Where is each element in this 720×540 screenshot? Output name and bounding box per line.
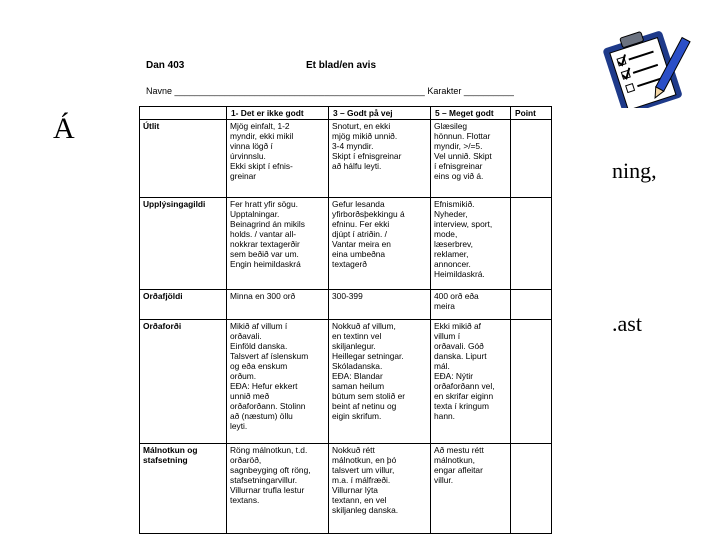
rubric-header-level-3: 3 – Godt på vej — [329, 107, 431, 120]
cell-line: Einföld danska. — [230, 341, 288, 351]
level-cell-c5 — [431, 198, 511, 290]
cell-line: Ekki skipt í efnis- — [230, 161, 293, 171]
cell-line: Villurnar lýta — [332, 485, 378, 495]
cell-line: Fer hratt yfir sögu. — [230, 199, 298, 209]
cell-line: Mikið af villum í — [230, 321, 288, 331]
cell-line: texta í kringum — [434, 401, 489, 411]
level-cell-c5 — [431, 120, 511, 198]
cell-line: villur. — [434, 475, 454, 485]
cell-line: orðaforðann vel, — [434, 381, 495, 391]
cell-line: Heimildaskrá. — [434, 269, 485, 279]
cell-line: Upptalningar. — [230, 209, 280, 219]
table-row — [140, 120, 552, 198]
cell-line: Talsvert af íslenskum — [230, 351, 309, 361]
cell-line: orðavali. Góð — [434, 341, 484, 351]
rubric-header-row — [140, 107, 552, 120]
cell-line: en skrifar eiginn — [434, 391, 494, 401]
cell-line: greinar — [230, 171, 257, 181]
level-cell-c1 — [227, 290, 329, 320]
cell-line: orðaröð, — [230, 455, 262, 465]
cell-line: textans. — [230, 495, 260, 505]
rubric-table — [139, 106, 552, 534]
cell-line: efninu. Fer ekki — [332, 219, 390, 229]
level-cell-c5 — [431, 320, 511, 444]
cell-line: EÐA: Hefur ekkert — [230, 381, 298, 391]
table-row — [140, 444, 552, 534]
cell-line: Gefur lesanda — [332, 199, 385, 209]
document-title: Et blad/en avis — [306, 60, 377, 71]
cell-line: 3-4 myndir. — [332, 141, 374, 151]
point-cell[interactable] — [511, 444, 552, 534]
criterion-cell: Orðaforði — [140, 320, 227, 444]
level-cell-c3 — [329, 320, 431, 444]
level-cell-c5 — [431, 290, 511, 320]
cell-line: Vantar meira en — [332, 239, 391, 249]
cell-line: Nokkuð af villum, — [332, 321, 396, 331]
criterion-cell: Orðafjöldi — [140, 290, 227, 320]
cell-line: eigin skrifum. — [332, 411, 382, 421]
cell-line: Skóladanska. — [332, 361, 383, 371]
level-cell-c1 — [227, 120, 329, 198]
criterion-cell: Upplýsingagildi — [140, 198, 227, 290]
level-cell-c1 — [227, 444, 329, 534]
cell-line: Vel unnið. Skipt — [434, 151, 492, 161]
grade-underline: __________ — [463, 86, 514, 96]
cell-line: Villurnar trufla lestur — [230, 485, 305, 495]
cell-line: hann. — [434, 411, 455, 421]
cell-line: málnotkun, — [434, 455, 475, 465]
cell-line: EÐA: Nýtir — [434, 371, 474, 381]
cell-line: að (næstum) öllu — [230, 411, 293, 421]
rubric-header-point: Point — [511, 107, 552, 120]
point-cell[interactable] — [511, 320, 552, 444]
rubric-header-level-5: 5 – Meget godt — [431, 107, 511, 120]
name-underline: __________________________________________________ — [174, 86, 425, 96]
cell-line: EÐA: Blandar — [332, 371, 383, 381]
cell-line: orðavali. — [230, 331, 262, 341]
cell-line: Efnismikið. — [434, 199, 475, 209]
cell-line: vinna lögð í — [230, 141, 273, 151]
clipboard-checklist-icon — [588, 22, 706, 108]
cell-line: Nyheder, — [434, 209, 468, 219]
level-cell-c3 — [329, 120, 431, 198]
cell-line: sem beðið var um. — [230, 249, 299, 259]
table-row — [140, 290, 552, 320]
cell-line: annoncer. — [434, 259, 471, 269]
cell-line: Snoturt, en ekki — [332, 121, 391, 131]
cell-line: en textinn vel — [332, 331, 382, 341]
cell-line: sagnbeyging oft röng, — [230, 465, 311, 475]
cell-line: textann, en vel — [332, 495, 387, 505]
cell-line: yfirborðsþekkingu á — [332, 209, 405, 219]
criterion-cell: Málnotkun og stafsetning — [140, 444, 227, 534]
cell-line: djúpt í atriðin. / — [332, 229, 387, 239]
point-cell[interactable] — [511, 290, 552, 320]
cell-line: Skipt í efnisgreinar — [332, 151, 402, 161]
level-cell-c3 — [329, 444, 431, 534]
table-row — [140, 198, 552, 290]
overlay-left-char: Á — [53, 112, 75, 145]
cell-line: í efnisgreinar — [434, 161, 483, 171]
cell-line: eina umbeðna — [332, 249, 386, 259]
grade-label: Karakter — [427, 86, 462, 96]
level-cell-c3 — [329, 198, 431, 290]
cell-line: myndir, >/=5. — [434, 141, 483, 151]
level-cell-c1 — [227, 320, 329, 444]
cell-line: Beinagrind án mikils — [230, 219, 305, 229]
point-cell[interactable] — [511, 120, 552, 198]
cell-line: Engin heimildaskrá — [230, 259, 301, 269]
cell-line: Röng málnotkun, t.d. — [230, 445, 308, 455]
cell-line: orðum. — [230, 371, 257, 381]
name-grade-line — [146, 86, 514, 96]
cell-line: 400 orð eða — [434, 291, 479, 301]
cell-line: skiljanleg danska. — [332, 505, 399, 515]
cell-line: 300-399 — [332, 291, 363, 301]
cell-line: og eða enskum — [230, 361, 288, 371]
cell-line: Glæsileg — [434, 121, 468, 131]
rubric-header-level-1: 1- Det er ikke godt — [227, 107, 329, 120]
cell-line: eins og við á. — [434, 171, 484, 181]
cell-line: engar afleitar — [434, 465, 483, 475]
cell-line: Að mestu rétt — [434, 445, 484, 455]
cell-line: Mjög einfalt, 1-2 — [230, 121, 290, 131]
cell-line: nokkrar textagerðir — [230, 239, 300, 249]
cell-line: holds. / vantar all- — [230, 229, 297, 239]
cell-line: talsvert um villur, — [332, 465, 395, 475]
cell-line: leyti. — [230, 421, 248, 431]
cell-line: Minna en 300 orð — [230, 291, 296, 301]
cell-line: meira — [434, 301, 455, 311]
cell-line: Ekki mikið af — [434, 321, 482, 331]
cell-line: beint af netinu og — [332, 401, 397, 411]
cell-line: Heillegar setningar. — [332, 351, 404, 361]
cell-line: úrvinnslu. — [230, 151, 266, 161]
cell-line: interview, sport, — [434, 219, 493, 229]
cell-line: skiljanlegur. — [332, 341, 376, 351]
name-label: Navne — [146, 86, 173, 96]
cell-line: hönnun. Flottar — [434, 131, 491, 141]
document-code: Dan 403 — [146, 60, 185, 71]
cell-line: textagerð — [332, 259, 367, 269]
cell-line: myndir, ekki mikil — [230, 131, 294, 141]
level-cell-c5 — [431, 444, 511, 534]
criterion-cell: Útlit — [140, 120, 227, 198]
cell-line: mjög mikið unnið. — [332, 131, 398, 141]
cell-line: málnotkun, en þó — [332, 455, 397, 465]
cell-line: stafsetningarvillur. — [230, 475, 298, 485]
cell-line: orðaforðann. Stolinn — [230, 401, 306, 411]
overlay-right-text-1: ning, — [612, 158, 657, 183]
cell-line: Nokkuð rétt — [332, 445, 375, 455]
cell-line: læserbrev, — [434, 239, 473, 249]
level-cell-c1 — [227, 198, 329, 290]
rubric-header-criterion — [140, 107, 227, 120]
overlay-right-text-2: .ast — [612, 311, 642, 336]
cell-line: villum í — [434, 331, 461, 341]
cell-line: bútum sem stolið er — [332, 391, 406, 401]
cell-line: saman heilum — [332, 381, 385, 391]
cell-line: m.a. í málfræði. — [332, 475, 391, 485]
cell-line: danska. Lipurt — [434, 351, 487, 361]
cell-line: unnið með — [230, 391, 270, 401]
cell-line: mál. — [434, 361, 450, 371]
cell-line: að hálfu leyti. — [332, 161, 382, 171]
cell-line: mode, — [434, 229, 458, 239]
cell-line: reklamer, — [434, 249, 469, 259]
level-cell-c3 — [329, 290, 431, 320]
point-cell[interactable] — [511, 198, 552, 290]
table-row — [140, 320, 552, 444]
